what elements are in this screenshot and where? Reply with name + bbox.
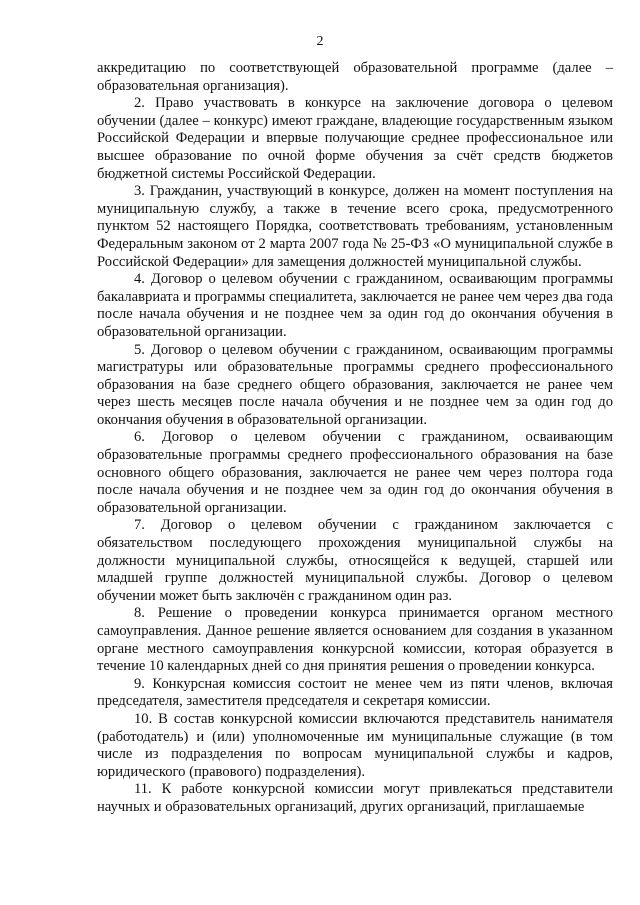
paragraph: аккредитацию по соответствующей образовательной программе (далее – образовательная организация). bbox=[97, 60, 613, 94]
paragraph: 6. Договор о целевом обучении с гражданином, осваивающим образовательные программы среднего профессионального образования на базе основного общего образования, заключается не ранее чем через полтора года после начала обучения и не позднее чем за один год до окончания обучения в образовательной организации. bbox=[97, 429, 613, 516]
paragraph: 10. В состав конкурсной комиссии включаются представитель нанимателя (работодатель) и (или) уполномоченные им муниципальные служащие (в том числе из подразделения по вопросам муниципальной службы и кадров, юридического (правового) подразделения). bbox=[97, 710, 613, 780]
paragraph: 5. Договор о целевом обучении с гражданином, осваивающим программы магистратуры или образовательные программы среднего профессионального образования на базе среднего общего образования, заключается не ранее чем через шесть месяцев после начала обучения и не позднее чем за один год до окончания обучения в образовательной организации. bbox=[97, 341, 613, 428]
paragraph: 3. Гражданин, участвующий в конкурсе, должен на момент поступления на муниципальную службу, а также в течение всего срока, предусмотренного пунктом 52 настоящего Порядка, соответствовать требованиям, установленным Федеральным законом от 2 марта 2007 года № 25-ФЗ «О муниципальной службе в Российской Федерации» для замещения должностей муниципальной службы. bbox=[97, 183, 613, 270]
paragraph: 11. К работе конкурсной комиссии могут привлекаться представители научных и образовательных организаций, других организаций, приглашаемые bbox=[97, 781, 613, 815]
paragraph: 7. Договор о целевом обучении с гражданином заключается с обязательством последующего прохождения муниципальной службы на должности муниципальной службы, относящейся к ведущей, старшей или младшей группе должностей муниципальной службы. Договор о целевом обучении может быть заключён с гражданином один раз. bbox=[97, 517, 613, 604]
document-body bbox=[97, 60, 613, 817]
paragraph: 2. Право участвовать в конкурсе на заключение договора о целевом обучении (далее – конкурс) имеют граждане, владеющие государственным языком Российской Федерации и впервые получающие среднее профессиональное или высшее образование по очной форме обучения за счёт средств бюджетов бюджетной системы Российской Федерации. bbox=[97, 95, 613, 182]
paragraph: 4. Договор о целевом обучении с гражданином, осваивающим программы бакалавриата и программы специалитета, заключается не ранее чем через два года после начала обучения и не позднее чем за один год до окончания обучения в образовательной организации. bbox=[97, 271, 613, 340]
paragraph: 8. Решение о проведении конкурса принимается органом местного самоуправления. Данное решение является основанием для создания в указанном органе местного самоуправления конкурсной комиссии, которая образуется в течение 10 календарных дней со дня принятия решения о проведении конкурса. bbox=[97, 605, 613, 675]
page-number: 2 bbox=[316, 34, 324, 49]
paragraph: 9. Конкурсная комиссия состоит не менее чем из пяти членов, включая председателя, заместителя председателя и секретаря комиссии. bbox=[97, 675, 613, 710]
